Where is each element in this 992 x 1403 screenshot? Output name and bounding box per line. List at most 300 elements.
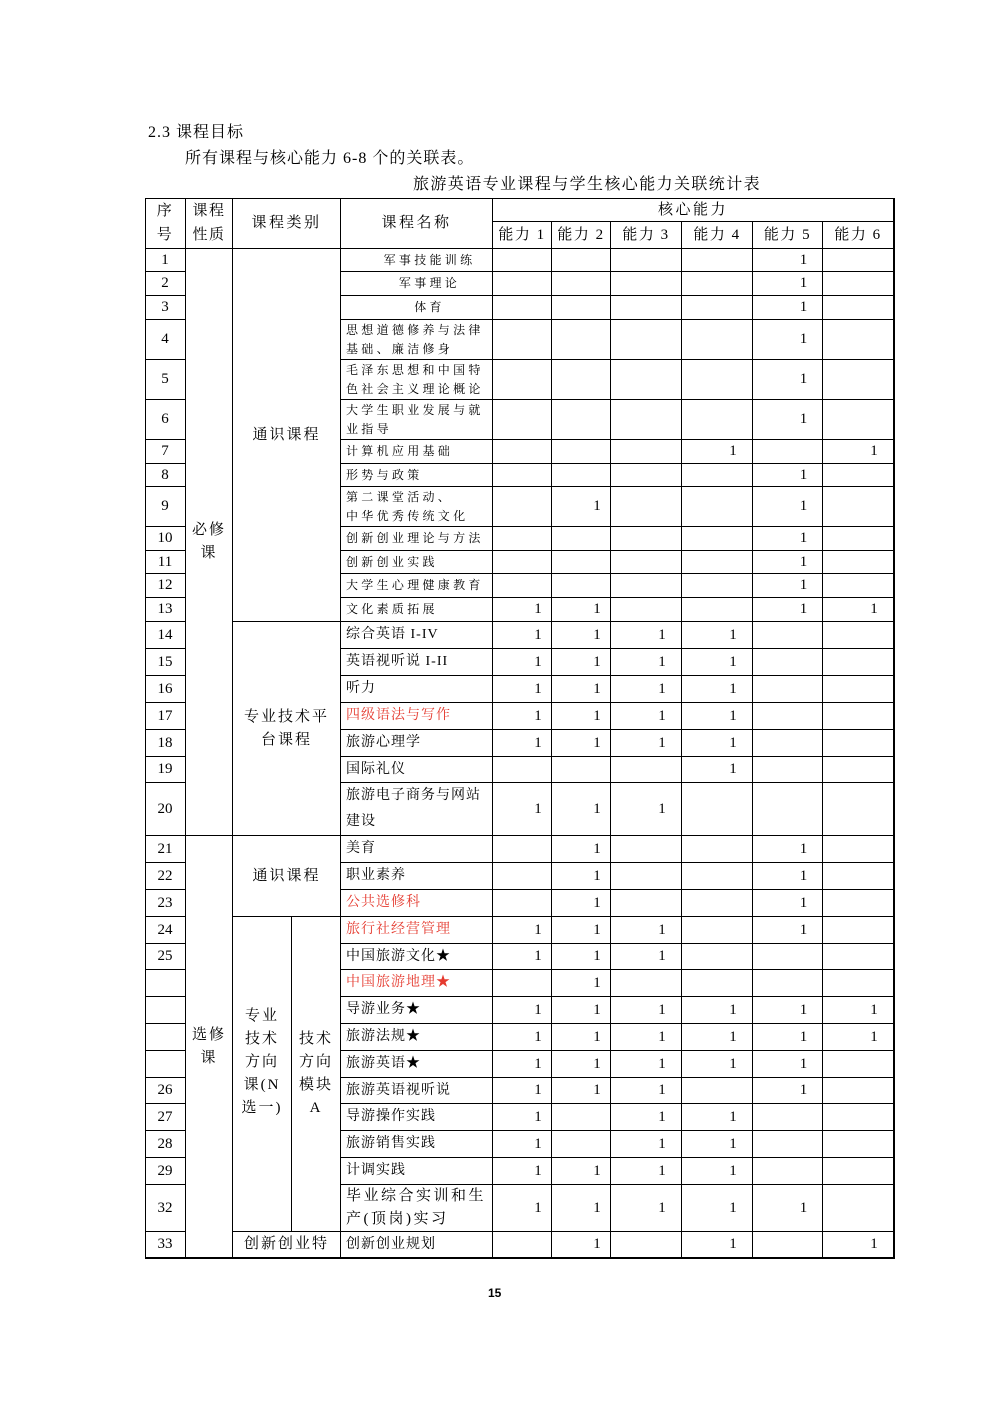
row-number: 33 [145,1232,186,1258]
ability-2-mark: 1 [552,944,611,970]
course-name: 导游业务★ [341,997,493,1024]
header-number: 序 号 [145,198,186,249]
ability-5-mark [753,757,823,783]
ability-3-mark [611,296,682,320]
ability-1-mark [493,400,552,440]
header-ability-3: 能力 3 [611,222,682,249]
ability-2-mark [552,320,611,360]
category-general-required: 通识课程 [233,249,341,622]
ability-2-mark [552,440,611,464]
ability-1-mark: 1 [493,703,552,730]
header-ability-6: 能力 6 [823,222,894,249]
course-name: 旅行社经营管理 [341,917,493,944]
ability-4-mark [682,249,753,272]
ability-1-mark: 1 [493,1104,552,1131]
ability-2-mark [552,574,611,598]
ability-6-mark [823,527,894,551]
row-number: 9 [145,487,186,527]
ability-3-mark: 1 [611,1185,682,1232]
course-name: 计算机应用基础 [341,440,493,464]
ability-3-mark: 1 [611,730,682,757]
ability-4-mark [682,551,753,574]
ability-6-mark [823,890,894,917]
ability-5-mark [753,676,823,703]
ability-6-mark [823,1078,894,1104]
intro-text: 所有课程与核心能力 6-8 个的关联表。 [185,150,475,167]
ability-5-mark: 1 [753,863,823,890]
ability-6-mark [823,1131,894,1158]
ability-3-mark [611,527,682,551]
ability-1-mark: 1 [493,917,552,944]
header-course-nature: 课程 性质 [186,198,233,249]
ability-6-mark [823,320,894,360]
ability-6-mark: 1 [823,997,894,1024]
ability-6-mark [823,272,894,296]
row-number [145,1024,186,1051]
course-name: 思想道德修养与法律 基础、廉洁修身 [341,320,493,360]
ability-3-mark [611,400,682,440]
ability-2-mark: 1 [552,1078,611,1104]
ability-5-mark [753,970,823,997]
ability-5-mark [753,622,823,649]
ability-2-mark: 1 [552,1185,611,1232]
ability-3-mark [611,464,682,487]
ability-4-mark: 1 [682,676,753,703]
ability-5-mark: 1 [753,598,823,622]
row-number: 1 [145,249,186,272]
ability-1-mark: 1 [493,1078,552,1104]
course-name: 大学生职业发展与就 业指导 [341,400,493,440]
ability-4-mark [682,1078,753,1104]
row-number: 29 [145,1158,186,1185]
ability-1-mark [493,970,552,997]
ability-6-mark: 1 [823,1232,894,1258]
ability-6-mark [823,464,894,487]
ability-2-mark [552,360,611,400]
ability-1-mark: 1 [493,944,552,970]
ability-5-mark [753,440,823,464]
ability-5-mark: 1 [753,574,823,598]
ability-1-mark: 1 [493,1131,552,1158]
row-number: 14 [145,622,186,649]
ability-2-mark: 1 [552,783,611,836]
header-core-abilities: 核心能力 [493,198,894,222]
ability-4-mark: 1 [682,1024,753,1051]
course-name: 创新创业理论与方法 [341,527,493,551]
ability-3-mark [611,574,682,598]
ability-2-mark: 1 [552,598,611,622]
course-name: 第二课堂活动、 中华优秀传统文化 [341,487,493,527]
ability-2-mark [552,757,611,783]
course-name: 国际礼仪 [341,757,493,783]
ability-1-mark [493,296,552,320]
ability-2-mark [552,527,611,551]
ability-3-mark: 1 [611,944,682,970]
ability-2-mark: 1 [552,676,611,703]
header-course-name: 课程名称 [341,198,493,249]
ability-1-mark [493,890,552,917]
ability-5-mark [753,1104,823,1131]
row-number: 4 [145,320,186,360]
row-number: 16 [145,676,186,703]
ability-1-mark [493,320,552,360]
ability-6-mark [823,487,894,527]
ability-3-mark [611,863,682,890]
course-name: 文化素质拓展 [341,598,493,622]
ability-6-mark [823,970,894,997]
ability-4-mark: 1 [682,622,753,649]
ability-6-mark [823,757,894,783]
ability-2-mark [552,1131,611,1158]
ability-3-mark: 1 [611,1051,682,1078]
ability-3-mark [611,272,682,296]
row-number: 8 [145,464,186,487]
course-name: 毕业综合实训和生 产(顶岗)实习 [341,1185,493,1232]
ability-3-mark: 1 [611,1078,682,1104]
ability-6-mark: 1 [823,440,894,464]
row-number: 20 [145,783,186,836]
course-name: 旅游心理学 [341,730,493,757]
category-general-elective: 通识课程 [233,836,341,917]
ability-3-mark: 1 [611,676,682,703]
course-name: 体育 [341,296,493,320]
ability-4-mark: 1 [682,1051,753,1078]
ability-2-mark: 1 [552,622,611,649]
row-number: 23 [145,890,186,917]
row-number: 2 [145,272,186,296]
ability-3-mark: 1 [611,1131,682,1158]
ability-4-mark [682,464,753,487]
ability-2-mark: 1 [552,917,611,944]
ability-5-mark: 1 [753,1078,823,1104]
ability-6-mark [823,1051,894,1078]
ability-3-mark [611,598,682,622]
row-number: 25 [145,944,186,970]
ability-5-mark [753,1232,823,1258]
ability-4-mark [682,574,753,598]
ability-4-mark [682,400,753,440]
ability-3-mark: 1 [611,1104,682,1131]
course-name: 听力 [341,676,493,703]
ability-5-mark: 1 [753,272,823,296]
ability-4-mark [682,487,753,527]
ability-3-mark: 1 [611,703,682,730]
ability-5-mark: 1 [753,464,823,487]
row-number: 26 [145,1078,186,1104]
ability-6-mark [823,249,894,272]
ability-1-mark [493,440,552,464]
ability-1-mark [493,464,552,487]
ability-4-mark [682,970,753,997]
course-name: 中国旅游地理★ [341,970,493,997]
course-name: 英语视听说 I-II [341,649,493,676]
ability-2-mark [552,249,611,272]
ability-1-mark: 1 [493,676,552,703]
row-number [145,997,186,1024]
course-name: 导游操作实践 [341,1104,493,1131]
ability-5-mark: 1 [753,1024,823,1051]
ability-5-mark: 1 [753,997,823,1024]
ability-2-mark: 1 [552,1158,611,1185]
ability-3-mark [611,249,682,272]
ability-4-mark: 1 [682,757,753,783]
ability-4-mark [682,296,753,320]
ability-2-mark: 1 [552,970,611,997]
course-name: 军事理论 [341,272,493,296]
ability-6-mark [823,574,894,598]
ability-5-mark: 1 [753,890,823,917]
row-number: 11 [145,551,186,574]
header-ability-5: 能力 5 [753,222,823,249]
ability-3-mark [611,890,682,917]
row-number [145,1051,186,1078]
ability-1-mark [493,574,552,598]
ability-2-mark: 1 [552,703,611,730]
header-ability-4: 能力 4 [682,222,753,249]
ability-6-mark [823,1158,894,1185]
ability-2-mark: 1 [552,649,611,676]
ability-6-mark [823,703,894,730]
category-direction-module: 技术 方向 模块 A [292,917,341,1232]
ability-2-mark: 1 [552,1232,611,1258]
ability-4-mark [682,783,753,836]
course-name: 四级语法与写作 [341,703,493,730]
ability-2-mark: 1 [552,997,611,1024]
row-number: 32 [145,1185,186,1232]
ability-1-mark: 1 [493,1185,552,1232]
ability-4-mark [682,598,753,622]
ability-1-mark [493,836,552,863]
ability-1-mark [493,272,552,296]
ability-1-mark: 1 [493,730,552,757]
ability-2-mark: 1 [552,487,611,527]
ability-4-mark [682,836,753,863]
ability-5-mark [753,1158,823,1185]
ability-4-mark: 1 [682,1232,753,1258]
course-name: 美育 [341,836,493,863]
ability-1-mark: 1 [493,1024,552,1051]
ability-4-mark [682,944,753,970]
ability-3-mark: 1 [611,1024,682,1051]
ability-2-mark: 1 [552,863,611,890]
course-nature-elective: 选修 课 [186,836,233,1258]
course-name: 中国旅游文化★ [341,944,493,970]
ability-6-mark [823,863,894,890]
ability-5-mark: 1 [753,917,823,944]
ability-5-mark: 1 [753,296,823,320]
row-number: 10 [145,527,186,551]
course-ability-table [145,198,894,1258]
ability-6-mark [823,730,894,757]
ability-4-mark: 1 [682,730,753,757]
ability-4-mark: 1 [682,649,753,676]
ability-3-mark: 1 [611,622,682,649]
ability-5-mark: 1 [753,527,823,551]
ability-1-mark [493,1232,552,1258]
row-number: 15 [145,649,186,676]
ability-5-mark: 1 [753,1051,823,1078]
ability-2-mark: 1 [552,730,611,757]
ability-5-mark: 1 [753,487,823,527]
ability-1-mark: 1 [493,649,552,676]
ability-3-mark [611,360,682,400]
course-name: 综合英语 I-IV [341,622,493,649]
course-name: 创新创业规划 [341,1232,493,1258]
row-number: 24 [145,917,186,944]
row-number: 12 [145,574,186,598]
ability-1-mark [493,757,552,783]
ability-3-mark [611,836,682,863]
ability-4-mark [682,320,753,360]
row-number: 28 [145,1131,186,1158]
ability-4-mark [682,360,753,400]
ability-4-mark [682,863,753,890]
course-name: 大学生心理健康教育 [341,574,493,598]
ability-3-mark [611,440,682,464]
ability-3-mark: 1 [611,1158,682,1185]
ability-3-mark: 1 [611,917,682,944]
ability-2-mark [552,400,611,440]
ability-2-mark [552,296,611,320]
ability-5-mark: 1 [753,836,823,863]
ability-1-mark: 1 [493,598,552,622]
category-professional-platform: 专业技术平 台课程 [233,622,341,836]
ability-3-mark [611,487,682,527]
row-number: 7 [145,440,186,464]
ability-1-mark [493,249,552,272]
row-number: 21 [145,836,186,863]
ability-5-mark: 1 [753,249,823,272]
ability-5-mark: 1 [753,320,823,360]
ability-1-mark [493,527,552,551]
ability-1-mark: 1 [493,1158,552,1185]
ability-3-mark [611,1232,682,1258]
ability-6-mark: 1 [823,598,894,622]
course-name: 创新创业实践 [341,551,493,574]
ability-1-mark [493,360,552,400]
row-number [145,970,186,997]
ability-6-mark [823,1185,894,1232]
ability-4-mark [682,890,753,917]
section-heading: 2.3 课程目标 [148,124,245,141]
category-professional-direction: 专业 技术 方向 课(N 选一) [233,917,292,1232]
ability-6-mark [823,1104,894,1131]
row-number: 13 [145,598,186,622]
ability-6-mark [823,944,894,970]
ability-6-mark [823,836,894,863]
ability-4-mark: 1 [682,1104,753,1131]
header-ability-2: 能力 2 [552,222,611,249]
ability-5-mark [753,649,823,676]
header-course-category: 课程类别 [233,198,341,249]
ability-1-mark: 1 [493,997,552,1024]
course-name: 公共选修科 [341,890,493,917]
course-name: 旅游法规★ [341,1024,493,1051]
ability-6-mark [823,551,894,574]
ability-5-mark [753,730,823,757]
course-name: 旅游英语视听说 [341,1078,493,1104]
page-number: 15 [488,1286,502,1300]
ability-2-mark [552,464,611,487]
row-number: 27 [145,1104,186,1131]
ability-6-mark [823,649,894,676]
ability-3-mark [611,551,682,574]
ability-3-mark: 1 [611,783,682,836]
ability-2-mark [552,272,611,296]
ability-4-mark: 1 [682,1185,753,1232]
row-number: 17 [145,703,186,730]
course-name: 形势与政策 [341,464,493,487]
row-number: 6 [145,400,186,440]
ability-5-mark: 1 [753,400,823,440]
ability-2-mark: 1 [552,890,611,917]
course-name: 毛泽东思想和中国特 色社会主义理论概论 [341,360,493,400]
ability-4-mark: 1 [682,703,753,730]
ability-2-mark: 1 [552,1024,611,1051]
ability-3-mark [611,757,682,783]
ability-5-mark [753,944,823,970]
ability-6-mark [823,360,894,400]
ability-3-mark [611,970,682,997]
row-number: 3 [145,296,186,320]
ability-5-mark [753,1131,823,1158]
ability-6-mark [823,676,894,703]
row-number: 22 [145,863,186,890]
ability-6-mark [823,783,894,836]
table-title: 旅游英语专业课程与学生核心能力关联统计表 [413,176,762,193]
ability-5-mark: 1 [753,551,823,574]
course-name: 军事技能训练 [341,249,493,272]
ability-6-mark [823,917,894,944]
ability-6-mark [823,400,894,440]
ability-5-mark: 1 [753,360,823,400]
ability-2-mark [552,551,611,574]
course-name: 旅游英语★ [341,1051,493,1078]
ability-1-mark: 1 [493,1051,552,1078]
ability-4-mark: 1 [682,1131,753,1158]
ability-5-mark [753,783,823,836]
ability-3-mark: 1 [611,649,682,676]
ability-4-mark [682,527,753,551]
ability-1-mark [493,863,552,890]
category-innovation: 创新创业特 [233,1232,341,1258]
ability-1-mark: 1 [493,622,552,649]
ability-1-mark: 1 [493,783,552,836]
ability-3-mark: 1 [611,997,682,1024]
ability-4-mark: 1 [682,440,753,464]
ability-5-mark [753,703,823,730]
ability-6-mark: 1 [823,1024,894,1051]
ability-5-mark: 1 [753,1185,823,1232]
ability-2-mark: 1 [552,1051,611,1078]
course-name: 职业素养 [341,863,493,890]
ability-6-mark [823,296,894,320]
row-number: 19 [145,757,186,783]
ability-4-mark [682,917,753,944]
course-nature-required: 必修 课 [186,249,233,836]
course-name: 旅游电子商务与网站 建设 [341,783,493,836]
ability-4-mark [682,272,753,296]
row-number: 5 [145,360,186,400]
ability-6-mark [823,622,894,649]
course-name: 计调实践 [341,1158,493,1185]
row-number: 18 [145,730,186,757]
ability-2-mark [552,1104,611,1131]
course-name: 旅游销售实践 [341,1131,493,1158]
ability-4-mark: 1 [682,997,753,1024]
ability-1-mark [493,487,552,527]
header-ability-1: 能力 1 [493,222,552,249]
